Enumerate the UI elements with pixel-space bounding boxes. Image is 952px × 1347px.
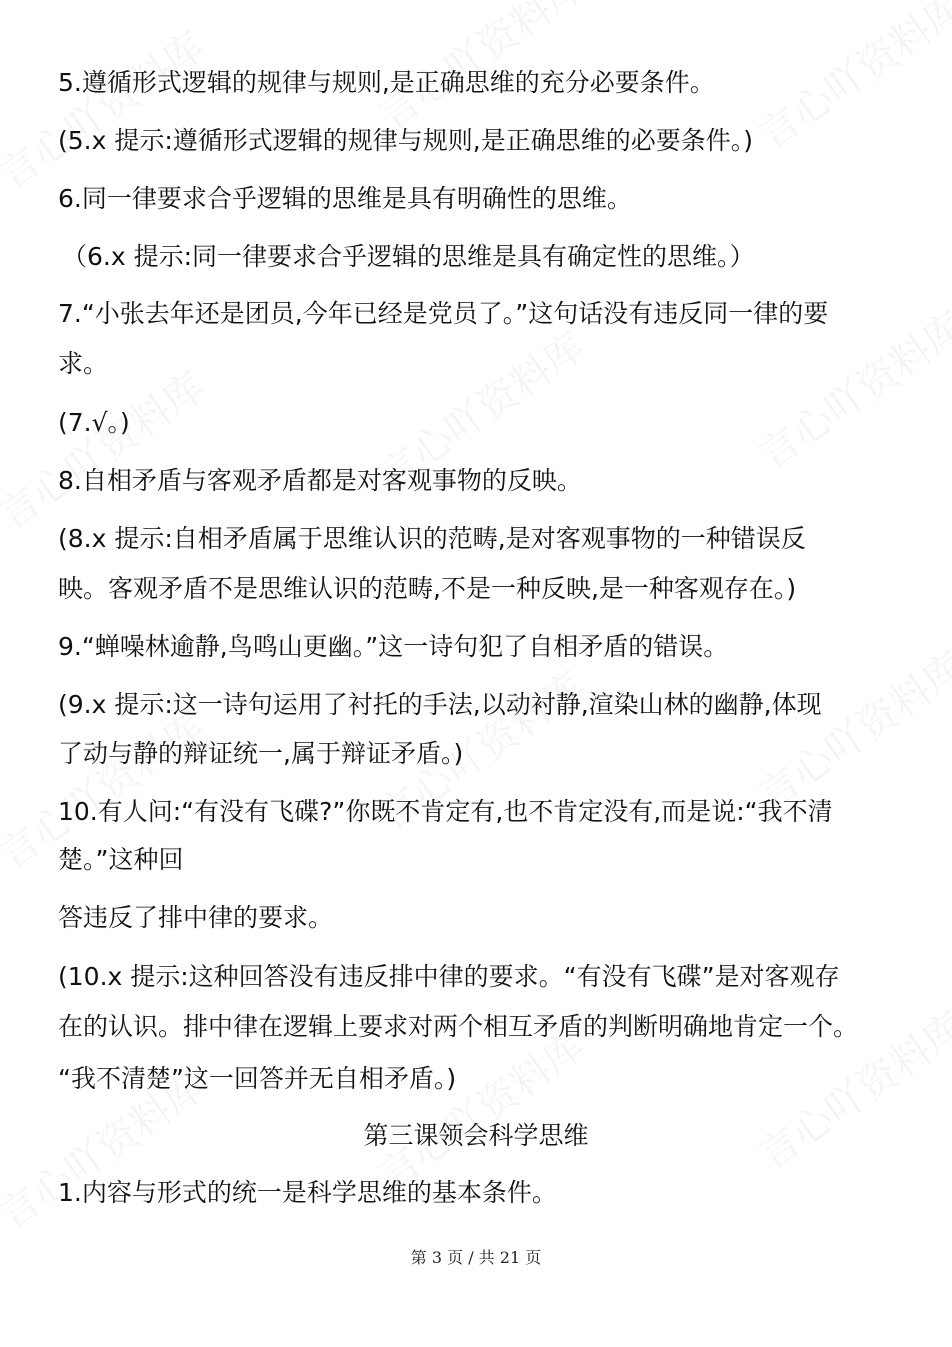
text-line: 映。客观矛盾不是思维认识的范畴,不是一种反映,是一种客观存在。) [58,574,797,603]
text-line: 7.“小张去年还是团员,今年已经是党员了。”这句话没有违反同一律的要 [58,299,829,328]
text-line: (10.x 提示:这种回答没有违反排中律的要求。“有没有飞碟”是对客观存 [58,962,840,991]
text-line: 1.内容与形式的统一是科学思维的基本条件。 [58,1178,557,1207]
text-line: 6.同一律要求合乎逻辑的思维是具有明确性的思维。 [58,184,632,213]
section-heading: 第三课领会科学思维 [363,1121,589,1150]
watermark-text [745,0,952,161]
text-line: “我不清楚”这一回答并无自相矛盾。) [58,1064,457,1093]
text-line: （6.x 提示:同一律要求合乎逻辑的思维是具有确定性的思维。） [62,242,755,271]
text-line: 5.遵循形式逻辑的规律与规则,是正确思维的充分必要条件。 [58,68,715,97]
text-line: 10.有人问:“有没有飞碟?”你既不肯定有,也不肯定没有,而是说:“我不清 [58,797,833,826]
text-line: 楚。”这种回 [58,845,184,874]
text-line: (5.x 提示:遵循形式逻辑的规律与规则,是正确思维的必要条件。) [58,126,753,155]
text-line: 答违反了排中律的要求。 [58,903,334,932]
watermark-text [0,16,215,200]
text-line: 了动与静的辩证统一,属于辩证矛盾。) [58,739,464,768]
watermark-text [745,636,952,820]
text-line: 9.“蝉噪林逾静,鸟鸣山更幽。”这一诗句犯了自相矛盾的错误。 [58,632,729,661]
text-line: (8.x 提示:自相矛盾属于思维认识的范畴,是对客观事物的一种错误反 [58,524,806,553]
watermark-text [0,356,215,540]
page-footer: 第 3 页 / 共 21 页 [410,1248,542,1267]
text-line: (9.x 提示:这一诗句运用了衬托的手法,以动衬静,渲染山林的幽静,体现 [58,690,822,719]
text-line: 8.自相矛盾与客观矛盾都是对客观事物的反映。 [58,466,582,495]
text-line: 在的认识。排中律在逻辑上要求对两个相互矛盾的判断明确地肯定一个。 [58,1012,859,1041]
text-line: (7.√。) [58,408,130,437]
text-line: 求。 [58,349,109,378]
